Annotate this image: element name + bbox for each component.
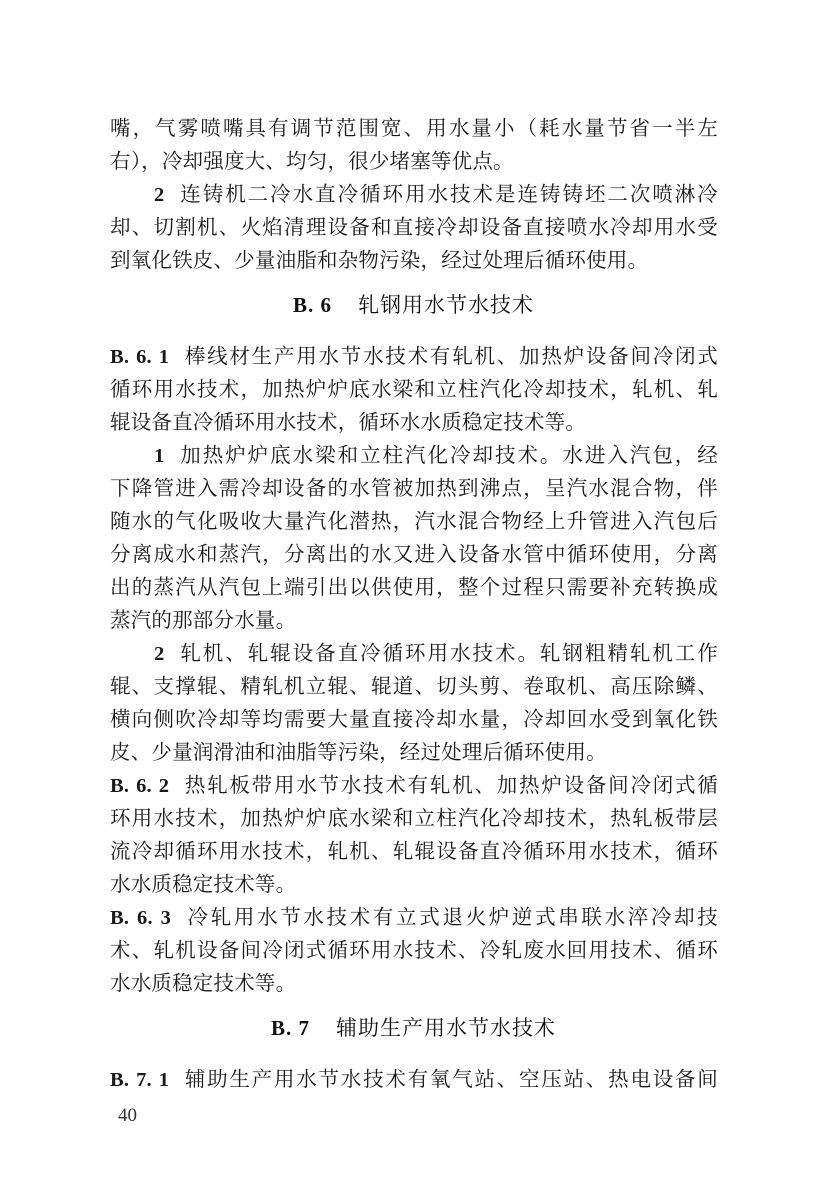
text-line [110, 901, 718, 933]
text-line: 出的蒸汽从汽包上端引出以供使用，整个过程只需要补充转换成 [110, 575, 718, 599]
section-number: B. 7 [270, 1016, 310, 1040]
text-line-content: 轧机、轧辊设备直冷循环用水技术。轧钢粗精轧机工作 [178, 641, 718, 665]
text-line: 下降管进入需冷却设备的水管被加热到沸点，呈汽水混合物，伴 [110, 476, 718, 500]
item-number: 2 [154, 184, 165, 206]
text-line [154, 178, 718, 210]
text-line [110, 769, 718, 801]
text-line: 到氧化铁皮、少量油脂和杂物污染，经过处理后循环使用。 [110, 248, 649, 272]
clause-number: B. 6. 3 [110, 907, 172, 929]
text-line: 辊、支撑辊、精轧机立辊、辊道、切头剪、卷取机、高压除鳞、 [110, 674, 718, 698]
text-line-content: 热轧板带用水节水技术有轧机、加热炉设备间冷闭式循 [183, 773, 718, 797]
text-line: 嘴，气雾喷嘴具有调节范围宽、用水量小（耗水量节省一半左 [110, 116, 718, 140]
item-number: 2 [154, 643, 165, 665]
text-line [154, 637, 718, 669]
text-line [110, 340, 718, 372]
text-line: 随水的气化吸收大量汽化潜热，汽水混合物经上升管进入汽包后 [110, 509, 718, 533]
text-line: 水水质稳定技术等。 [110, 872, 297, 896]
text-line [154, 439, 718, 471]
section-heading-b7 [0, 1011, 827, 1045]
text-line: 流冷却循环用水技术，轧机、轧辊设备直冷循环用水技术，循环 [110, 839, 718, 863]
clause-number: B. 7. 1 [110, 1069, 170, 1091]
text-line: 水水质稳定技术等。 [110, 971, 297, 995]
item-number: 1 [154, 445, 165, 467]
text-line: 横向侧吹冷却等均需要大量直接冷却水量，冷却回水受到氧化铁 [110, 707, 718, 731]
text-line: 蒸汽的那部分水量。 [110, 608, 297, 632]
page-number: 40 [118, 1105, 137, 1126]
text-line-content: 辅助生产用水节水技术有氧气站、空压站、热电设备间 [183, 1067, 718, 1091]
text-line-content: 连铸机二冷水直冷循环用水技术是连铸铸坯二次喷淋冷 [178, 182, 718, 206]
section-title: 轧钢用水节水技术 [358, 293, 534, 317]
text-line: 循环用水技术，加热炉炉底水梁和立柱汽化冷却技术，轧机、轧 [110, 377, 718, 401]
text-line-content: 棒线材生产用水节水技术有轧机、加热炉设备间冷闭式 [183, 344, 718, 368]
text-line: 却、切割机、火焰清理设备和直接冷却设备直接喷水冷却用水受 [110, 215, 718, 239]
text-line: 环用水技术，加热炉炉底水梁和立柱汽化冷却技术，热轧板带层 [110, 806, 718, 830]
text-line [110, 1063, 718, 1095]
text-line-content: 冷轧用水节水技术有立式退火炉逆式串联水淬冷却技 [185, 905, 718, 929]
text-line-content: 加热炉炉底水梁和立柱汽化冷却技术。水进入汽包，经 [178, 443, 718, 467]
text-line: 右），冷却强度大、均匀，很少堵塞等优点。 [110, 149, 514, 173]
clause-number: B. 6. 2 [110, 775, 170, 797]
text-line: 分离成水和蒸汽，分离出的水又进入设备水管中循环使用，分离 [110, 542, 718, 566]
clause-number: B. 6. 1 [110, 346, 170, 368]
text-line: 术、轧机设备间冷闭式循环用水技术、冷轧废水回用技术、循环 [110, 938, 718, 962]
section-title: 辅助生产用水节水技术 [336, 1016, 556, 1040]
section-number: B. 6 [292, 293, 332, 317]
text-line: 皮、少量润滑油和油脂等污染，经过处理后循环使用。 [110, 740, 607, 764]
text-line: 辊设备直冷循环用水技术，循环水水质稳定技术等。 [110, 410, 587, 434]
section-heading-b6 [0, 288, 827, 322]
